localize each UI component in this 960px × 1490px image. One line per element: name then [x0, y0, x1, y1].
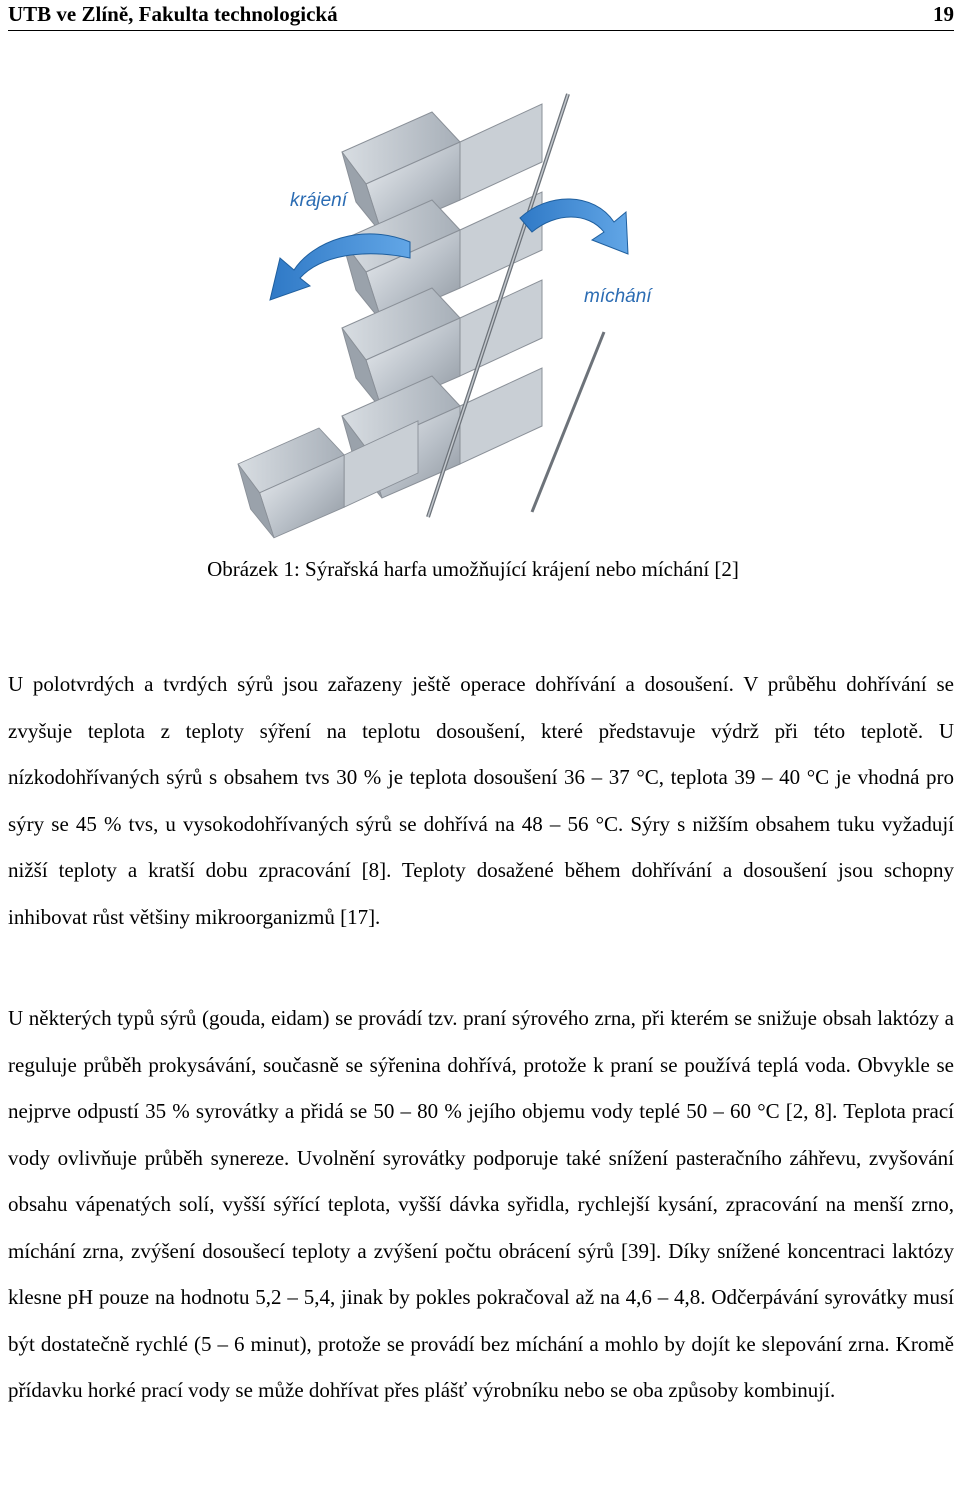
harp-blade: [238, 421, 418, 538]
page-number: 19: [933, 2, 954, 26]
paragraph: U polotvrdých a tvrdých sýrů jsou zařazeny ještě operace dohřívání a dosoušení. V průběhu dohřívání se zvyšuje teplota z teploty sýření na teplotu dosoušení, které představuje výdrž při této teplotě. U nízkodohřívaných sýrů s obsahem tvs 30 % je teplota dosoušení 36 – 37 °C, teplota 39 – 40 °C je vhodná pro sýry se 45 % tvs, u vysokodohřívaných sýrů se dohřívá na 48 – 56 °C. Sýry s nižším obsahem tuku vyžadují nižší teploty a kratší dobu zpracování [8]. Teploty dosažené během dohřívání a dosoušení jsou schopny inhibovat růst většiny mikroorganizmů [17].: [8, 672, 954, 929]
harp-wire: [532, 332, 604, 512]
paragraph: U některých typů sýrů (gouda, eidam) se provádí tzv. praní sýrového zrna, při kterém se snižuje obsah laktózy a reguluje průběh prokysávání, současně se sýřenina dohřívá, protože k praní se používá teplá voda. Obvykle se nejprve odpustí 35 % syrovátky a přidá se 50 – 80 % jejího objemu vody teplé 50 – 60 °C [2, 8]. Teplota prací vody ovlivňuje průběh synereze. Uvolnění syrovátky podporuje také snížení pasteračního záhřevu, zvyšování obsahu vápenatých solí, vyšší sýřící teplota, vyšší dávka syřidla, rychlejší kysání, zpracování na menší zrno, míchání zrna, zvýšení dosoušecí teploty a zvýšení počtu obrácení sýrů [39]. Díky snížené koncentraci laktózy klesne pH pouze na hodnotu 5,2 – 5,4, jinak by pokles pokračoval až na 4,6 – 4,8. Odčerpávání syrovátky musí být dostatečně rychlé (5 – 6 minut), protože se provádí bez míchání a mohlo by dojít ke slepování zrna. Kromě přídavku horké prací vody se může dohřívat přes plášť výrobníku nebo se oba způsoby kombinují.: [8, 1006, 954, 1402]
header-title: UTB ve Zlíně, Fakulta technologická: [8, 2, 338, 26]
page-header: [8, 0, 954, 31]
figure-caption: Obrázek 1: Sýrařská harfa umožňující krájení nebo míchání [2]: [207, 557, 739, 581]
cheese-harp-figure: [232, 72, 652, 532]
cutting-label: krájení: [290, 190, 348, 211]
mixing-label: míchání: [584, 286, 652, 307]
